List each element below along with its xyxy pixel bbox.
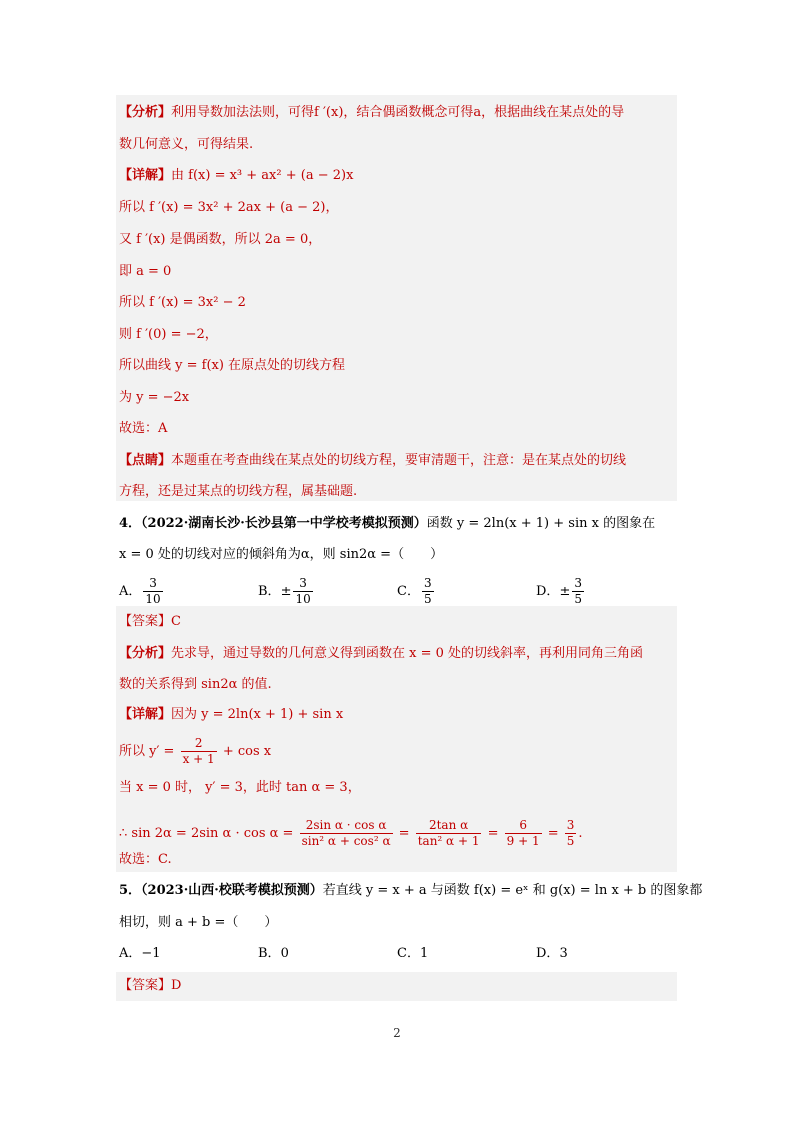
note-line-2: 方程，还是过某点的切线方程，属基础题. [119,484,358,499]
q4-stem-line-1 [119,514,655,534]
detail-tag: 【详解】 [119,168,172,183]
analysis-text: 利用导数加法法则，可得f ′(x)，结合偶函数概念可得a，根据曲线在某点处的导 [171,105,625,120]
note-text: 本题重在考查曲线在某点处的切线方程，要审清题干，注意：是在某点处的切线 [171,453,627,468]
detail-line-1 [119,166,353,186]
q5-stem-line-2: 相切，则 a + b =（ ） [119,915,278,930]
analysis-tag: 【分析】 [119,646,172,661]
q5-stem-line-1 [119,881,702,901]
q4-stem: 函数 y = 2ln(x + 1) + sin x 的图象在 [426,516,656,531]
detail-text: 由 f(x) = x³ + ax² + (a − 2)x [171,168,354,183]
q4-option-d: D．± $\frac{3}{5}$ [536,576,582,606]
q4-detail-line-2: 所以 y′ = $\frac{2}{x + 1}$ + cos x [119,736,272,766]
q4-detail-line-4: ∴ sin 2α = 2sin α · cos α = $\frac{\text{2sin α · cos α}}{\text{sin² α + cos² α}}$ = $\frac{\text{2tan α}}{\text{tan² α + 1}}$ = $\frac{6}{9 + 1}$ = $\frac{3}{5}$ . [119,818,583,848]
detail-tag: 【详解】 [119,707,172,722]
q5-number: 5． [119,883,142,898]
q4-analysis-line-2: 数的关系得到 sin2α 的值. [119,677,272,692]
q4-option-a: A． $\frac{3}{10}$ [119,576,161,606]
q5-option-a: A．−1 [119,946,161,961]
q4-source: （2022·湖南长沙·长沙县第一中学校考模拟预测） [141,516,427,531]
q4-analysis-line-1: 【分析】先求导，通过导数的几何意义得到函数在 x = 0 处的切线斜率，再利用同角三角函 [119,646,644,661]
detail-line-4: 即 a = 0 [119,264,172,279]
detail-line-6: 则 f ′(0) = −2， [119,327,218,342]
analysis-tag: 【分析】 [119,105,172,120]
q4-number: 4． [119,516,142,531]
q4-detail-line-1: 【详解】因为 y = 2ln(x + 1) + sin x [119,707,344,722]
note-line-1 [119,451,626,471]
page-number: 2 [393,1026,401,1040]
analysis-line-1 [119,103,624,123]
q5-source: （2023·山西·校联考模拟预测） [141,883,323,898]
detail-line-5: 所以 f ′(x) = 3x² − 2 [119,295,246,310]
answer-shade-q5 [116,972,677,1001]
detail-line-7: 所以曲线 y = f(x) 在原点处的切线方程 [119,358,346,373]
q5-option-b: B．0 [258,946,289,961]
q4-option-b: B．± $\frac{3}{10}$ [258,576,311,606]
detail-line-9: 故选：A [119,421,168,436]
q5-option-c: C．1 [397,946,429,961]
note-tag: 【点睛】 [119,453,172,468]
detail-line-3: 又 f ′(x) 是偶函数，所以 2a = 0， [119,232,322,247]
q5-stem: 若直线 y = x + a 与函数 f(x) = eˣ 和 g(x) = ln x + b 的图象都 [322,883,703,898]
detail-line-8: 为 y = −2x [119,390,190,405]
q5-option-d: D．3 [536,946,568,961]
q4-option-c: C． $\frac{3}{5}$ [397,576,432,606]
q4-choose: 故选：C. [119,852,172,867]
detail-line-2: 所以 f ′(x) = 3x² + 2ax + (a − 2)， [119,200,339,215]
analysis-line-2: 数几何意义，可得结果. [119,137,254,152]
q4-stem-line-2: x = 0 处的切线对应的倾斜角为α，则 sin2α =（ ） [119,547,444,562]
q5-answer: 【答案】D [119,978,182,993]
q4-detail-line-3: 当 x = 0 时， y′ = 3，此时 tan α = 3， [119,780,361,795]
q4-answer: 【答案】C [119,614,181,629]
